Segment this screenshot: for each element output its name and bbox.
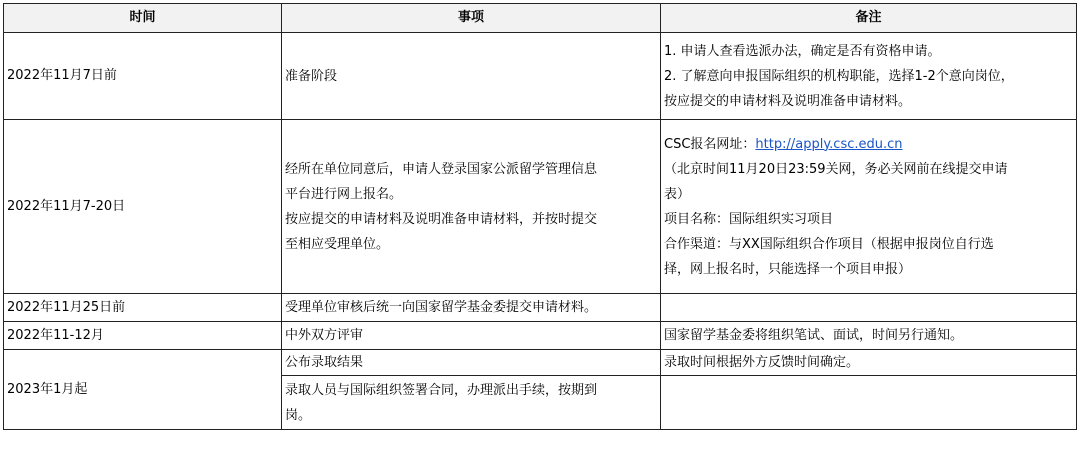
item-line: 录取人员与国际组织签署合同，办理派出手续，按期到 xyxy=(285,382,598,398)
note-cell xyxy=(661,294,1077,322)
note-line: 按应提交的申请材料及说明准备申请材料。 xyxy=(664,93,912,109)
time-cell: 2022年11月7日前 xyxy=(4,33,282,120)
time-cell: 2023年1月起 xyxy=(4,350,282,430)
note-cell xyxy=(661,376,1077,430)
item-cell xyxy=(282,33,661,120)
note-cell xyxy=(661,120,1077,294)
note-cell: 录取时间根据外方反馈时间确定。 xyxy=(661,350,1077,376)
note-line xyxy=(664,132,1073,157)
item-line: 按应提交的申请材料及说明准备申请材料，并按时提交 xyxy=(285,211,598,227)
note-line: 2. 了解意向申报国际组织的机构职能，选择1-2个意向岗位， xyxy=(664,68,1014,84)
table-row xyxy=(4,120,1077,294)
table-row xyxy=(4,322,1077,350)
item-line: 经所在单位同意后，申请人登录国家公派留学管理信息 xyxy=(285,161,598,177)
note-line: 表） xyxy=(664,186,691,202)
time-cell: 2022年11月25日前 xyxy=(4,294,282,322)
table-row xyxy=(4,33,1077,120)
note-line: 1. 申请人查看选派办法，确定是否有资格申请。 xyxy=(664,43,941,59)
item-cell xyxy=(282,376,661,430)
note-cell xyxy=(661,33,1077,120)
item-line: 平台进行网上报名。 xyxy=(285,186,403,202)
time-cell: 2022年11-12月 xyxy=(4,322,282,350)
item-cell: 中外双方评审 xyxy=(282,322,661,350)
item-line: 至相应受理单位。 xyxy=(285,236,390,252)
note-line: （北京时间11月20日23:59关网，务必关网前在线提交申请 xyxy=(664,161,1008,177)
note-line: 项目名称：国际组织实习项目 xyxy=(664,211,834,227)
schedule-table xyxy=(3,3,1077,430)
note-line: 合作渠道：与XX国际组织合作项目（根据申报岗位自行选 xyxy=(664,236,994,252)
apply-url-link[interactable]: http://apply.csc.edu.cn xyxy=(755,136,903,152)
item-cell: 公布录取结果 xyxy=(282,350,661,376)
header-time: 时间 xyxy=(4,4,282,33)
note-cell: 国家留学基金委将组织笔试、面试，时间另行通知。 xyxy=(661,322,1077,350)
item-line: 准备阶段 xyxy=(285,68,338,84)
header-note: 备注 xyxy=(661,4,1077,33)
header-row xyxy=(4,4,1077,33)
item-line: 岗。 xyxy=(285,407,312,423)
note-line: 择，网上报名时，只能选择一个项目申报） xyxy=(664,261,912,277)
table-row xyxy=(4,350,1077,376)
time-cell: 2022年11月7-20日 xyxy=(4,120,282,294)
item-cell: 受理单位审核后统一向国家留学基金委提交申请材料。 xyxy=(282,294,661,322)
url-label: CSC报名网址： xyxy=(664,136,756,152)
table-row xyxy=(4,294,1077,322)
header-item: 事项 xyxy=(282,4,661,33)
item-cell xyxy=(282,120,661,294)
